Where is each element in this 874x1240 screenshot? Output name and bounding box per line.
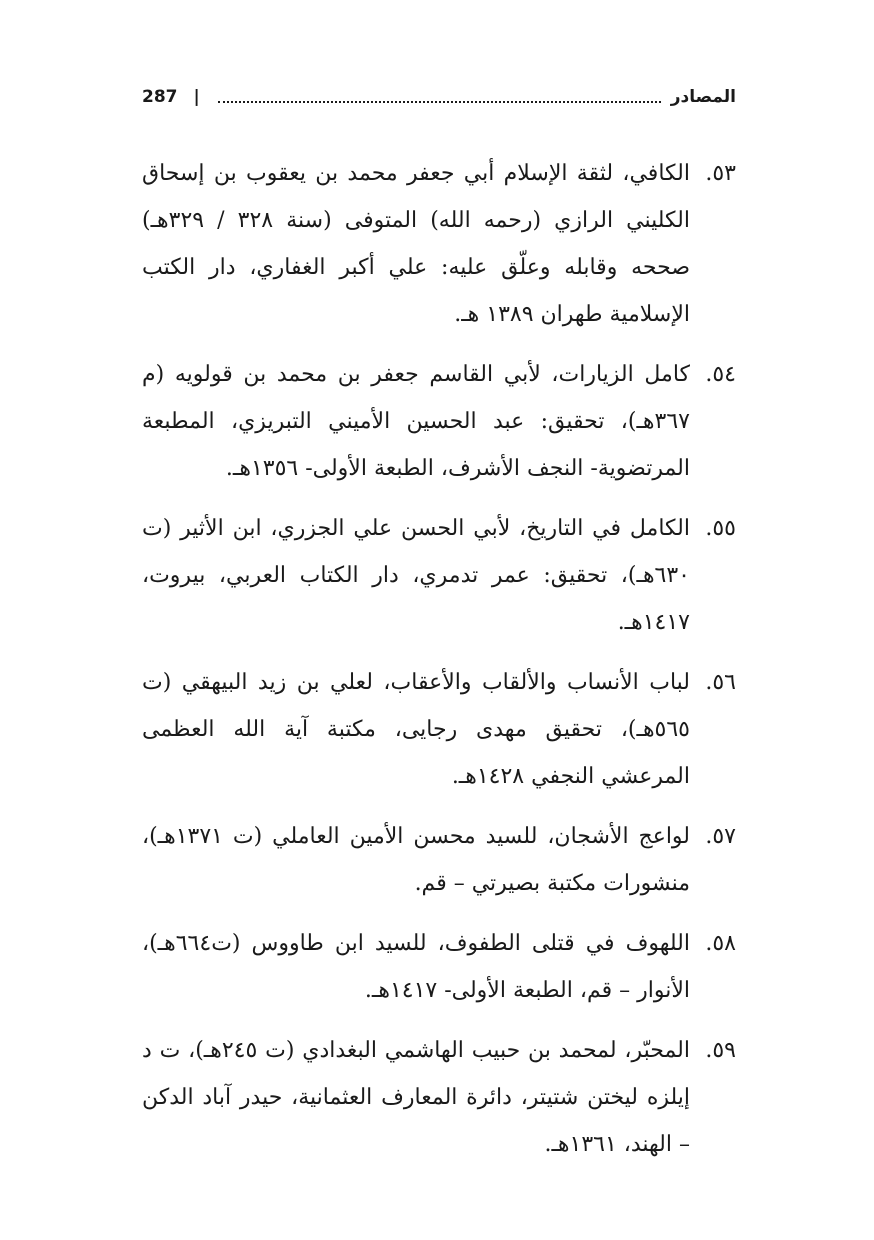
header-separator: |: [193, 87, 200, 107]
running-header: [142, 84, 736, 110]
bibliography-entry: [142, 505, 736, 646]
entry-text: لواعج الأشجان، للسيد محسن الأمين العاملي (ت ١٣٧١هـ)، منشورات مكتبة بصيرتي – قم.: [142, 824, 690, 896]
bibliography-entry: [142, 813, 736, 907]
entry-text: الكامل في التاريخ، لأبي الحسن علي الجزري، ابن الأثير (ت ٦٣٠هـ)، تحقيق: عمر تدمري، دار الكتاب العربي، بيروت، ١٤١٧هـ.: [142, 516, 690, 635]
bibliography-entry: [142, 659, 736, 800]
entry-number: ٥٣.: [705, 161, 736, 186]
bibliography-entry: [142, 150, 736, 338]
entry-number: ٥٦.: [705, 670, 736, 695]
header-dot-leader: [218, 101, 661, 103]
section-title: المصادر: [670, 87, 736, 107]
entry-text: كامل الزيارات، لأبي القاسم جعفر بن محمد بن قولويه (م ٣٦٧هـ)، تحقيق: عبد الحسين الأميني التبريزي، المطبعة المرتضوية- النجف الأشرف، الطبعة الأولى- ١٣٥٦هـ.: [142, 362, 690, 481]
page-number: 287: [142, 87, 178, 107]
entry-number: ٥٤.: [705, 362, 736, 387]
bibliography-entry: [142, 1027, 736, 1168]
entry-number: ٥٨.: [705, 931, 736, 956]
bibliography-list: [142, 150, 736, 1181]
entry-number: ٥٩.: [705, 1038, 736, 1063]
entry-text: الكافي، لثقة الإسلام أبي جعفر محمد بن يعقوب بن إسحاق الكليني الرازي (رحمه الله) المتوفى (سنة ٣٢٨ / ٣٢٩هـ) صححه وقابله وعلّق عليه: علي أكبر الغفاري، دار الكتب الإسلامية طهران ١٣٨٩ هـ.: [142, 161, 690, 327]
entry-text: اللهوف في قتلى الطفوف، للسيد ابن طاووس (ت٦٦٤هـ)، الأنوار – قم، الطبعة الأولى- ١٤١٧هـ.: [142, 931, 690, 1003]
entry-number: ٥٧.: [705, 824, 736, 849]
bibliography-entry: [142, 351, 736, 492]
entry-text: لباب الأنساب والألقاب والأعقاب، لعلي بن زيد البيهقي (ت ٥٦٥هـ)، تحقيق مهدى رجايى، مكتبة آية الله العظمى المرعشي النجفي ١٤٢٨هـ.: [142, 670, 690, 789]
bibliography-entry: [142, 920, 736, 1014]
entry-number: ٥٥.: [705, 516, 736, 541]
entry-text: المحبّر، لمحمد بن حبيب الهاشمي البغدادي (ت ٢٤٥هـ)، ت د إيلزه ليختن شتيتر، دائرة المعارف العثمانية، حيدر آباد الدكن – الهند، ١٣٦١هـ.: [142, 1038, 690, 1157]
